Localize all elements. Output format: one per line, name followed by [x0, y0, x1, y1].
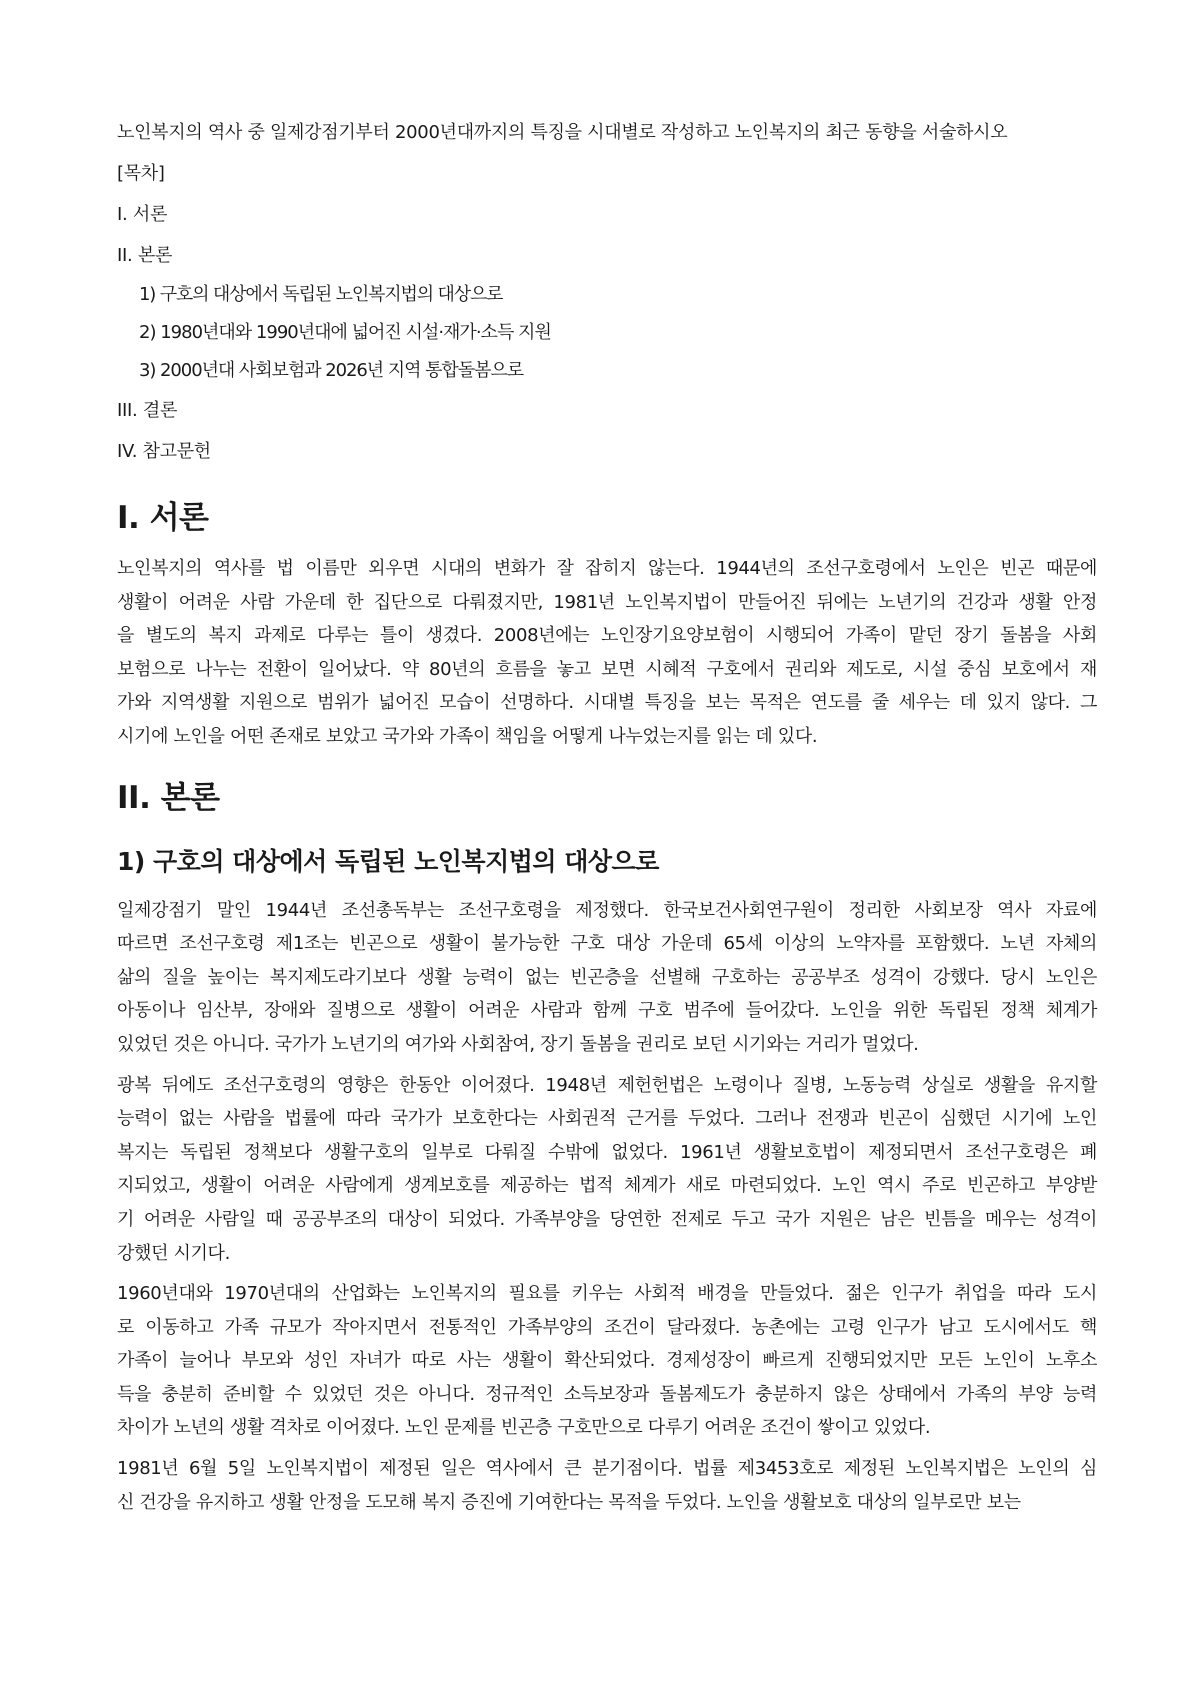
paragraph-line: 능력이 없는 사람을 법률에 따라 국가가 보호한다는 사회권적 근거를 두었다. 그러나 전쟁과 빈곤이 심했던 시기에 노인 — [117, 1108, 1097, 1130]
toc-item: I. 서론 — [117, 204, 168, 225]
paragraph-line: 복지는 독립된 정책보다 생활구호의 일부로 다뤄질 수밖에 없었다. 1961년 생활보호법이 제정되면서 조선구호령은 폐 — [117, 1141, 1097, 1163]
paragraph-line: 있었던 것은 아니다. 국가가 노년기의 여가와 사회참여, 장기 돌봄을 권리로 보던 시기와는 거리가 멀었다. — [117, 1033, 919, 1055]
paragraph-line: 로 이동하고 가족 규모가 작아지면서 전통적인 가족부양의 조건이 달라졌다. 농촌에는 고령 인구가 남고 도시에서도 핵 — [117, 1316, 1097, 1338]
toc-item: IV. 참고문헌 — [117, 441, 211, 462]
toc-heading: [목차] — [117, 163, 165, 184]
intro-body — [117, 552, 1097, 754]
toc-item: 2) 1980년대와 1990년대에 넓어진 시설·재가·소득 지원 — [139, 322, 551, 343]
paragraph-line: 광복 뒤에도 조선구호령의 영향은 한동안 이어졌다. 1948년 제헌헌법은 노령이나 질병, 노동능력 상실로 생활을 유지할 — [117, 1074, 1097, 1096]
paragraph-line: 따르면 조선구호령 제1조는 빈곤으로 생활이 불가능한 구호 대상 가운데 65세 이상의 노약자를 포함했다. 노년 자체의 — [117, 933, 1097, 955]
paragraph-line: 시기에 노인을 어떤 존재로 보았고 국가와 가족이 책임을 어떻게 나누었는지를 읽는 데 있다. — [117, 725, 818, 747]
paragraph — [117, 1452, 1097, 1519]
paragraph-line: 노인복지의 역사를 법 이름만 외우면 시대의 변화가 잘 잡히지 않는다. 1944년의 조선구호령에서 노인은 빈곤 때문에 — [117, 558, 1097, 579]
subsection-1-body — [117, 894, 1097, 1520]
paragraph-line: 신 건강을 유지하고 생활 안정을 도모해 복지 증진에 기여한다는 목적을 두었다. 노인을 생활보호 대상의 일부로만 보는 — [117, 1491, 1021, 1513]
section-heading-intro: I. 서론 — [117, 500, 209, 536]
paragraph — [117, 894, 1097, 1062]
paragraph-line: 지되었고, 생활이 어려운 사람에게 생계보호를 제공하는 법적 체계가 새로 마련되었다. 노인 역시 주로 빈곤하고 부양받 — [117, 1175, 1097, 1197]
paragraph-line: 강했던 시기다. — [117, 1242, 230, 1264]
paragraph-line: 을 별도의 복지 과제로 다루는 틀이 생겼다. 2008년에는 노인장기요양보험이 시행되어 가족이 맡던 장기 돌봄을 사회 — [117, 625, 1097, 647]
paragraph-line: 일제강점기 말인 1944년 조선총독부는 조선구호령을 제정했다. 한국보건사회연구원이 정리한 사회보장 역사 자료에 — [117, 899, 1097, 921]
paragraph — [117, 552, 1097, 754]
paragraph-line: 기 어려운 사람일 때 공공부조의 대상이 되었다. 가족부양을 당연한 전제로 두고 국가 지원은 남은 빈틈을 메우는 성격이 — [117, 1208, 1097, 1230]
toc-item: 1) 구호의 대상에서 독립된 노인복지법의 대상으로 — [139, 284, 503, 305]
paragraph-line: 보험으로 나누는 전환이 일어났다. 약 80년의 흐름을 놓고 보면 시혜적 구호에서 권리와 제도로, 시설 중심 보호에서 재 — [117, 658, 1097, 680]
subsection-heading-1: 1) 구호의 대상에서 독립된 노인복지법의 대상으로 — [117, 846, 659, 876]
paragraph — [117, 1069, 1097, 1271]
paragraph-line: 1960년대와 1970년대의 산업화는 노인복지의 필요를 키우는 사회적 배경을 만들었다. 젊은 인구가 취업을 따라 도시 — [117, 1283, 1097, 1305]
paragraph-line: 생활이 어려운 사람 가운데 한 집단으로 다뤄졌지만, 1981년 노인복지법이 만들어진 뒤에는 노년기의 건강과 생활 안정 — [117, 591, 1097, 613]
document-page — [117, 112, 1097, 1521]
paragraph-line: 아동이나 임산부, 장애와 질병으로 생활이 어려운 사람과 함께 구호 범주에 들어갔다. 노인을 위한 독립된 정책 체계가 — [117, 1000, 1097, 1022]
toc-item: II. 본론 — [117, 245, 173, 266]
table-of-contents — [117, 194, 1097, 472]
paragraph-line: 차이가 노년의 생활 격차로 이어졌다. 노인 문제를 빈곤층 구호만으로 다루기 어려운 조건이 쌓이고 있었다. — [117, 1417, 931, 1439]
paragraph-line: 삶의 질을 높이는 복지제도라기보다 생활 능력이 없는 빈곤층을 선별해 구호하는 공공부조 성격이 강했다. 당시 노인은 — [117, 966, 1097, 988]
toc-item: 3) 2000년대 사회보험과 2026년 지역 통합돌봄으로 — [139, 360, 524, 381]
section-heading-body: II. 본론 — [117, 779, 220, 816]
paragraph — [117, 1277, 1097, 1445]
toc-item: III. 결론 — [117, 400, 178, 421]
paragraph-line: 가족이 늘어나 부모와 성인 자녀가 따로 사는 생활이 확산되었다. 경제성장이 빠르게 진행되었지만 모든 노인이 노후소 — [117, 1350, 1097, 1372]
assignment-title: 노인복지의 역사 중 일제강점기부터 2000년대까지의 특징을 시대별로 작성하고 노인복지의 최근 동향을 서술하시오 — [117, 122, 1008, 143]
paragraph-line: 득을 충분히 준비할 수 있었던 것은 아니다. 정규적인 소득보장과 돌봄제도가 충분하지 않은 상태에서 가족의 부양 능력 — [117, 1383, 1097, 1405]
paragraph-line: 가와 지역생활 지원으로 범위가 넓어진 모습이 선명하다. 시대별 특징을 보는 목적은 연도를 줄 세우는 데 있지 않다. 그 — [117, 692, 1097, 714]
paragraph-line: 1981년 6월 5일 노인복지법이 제정된 일은 역사에서 큰 분기점이다. 법률 제3453호로 제정된 노인복지법은 노인의 심 — [117, 1458, 1097, 1480]
